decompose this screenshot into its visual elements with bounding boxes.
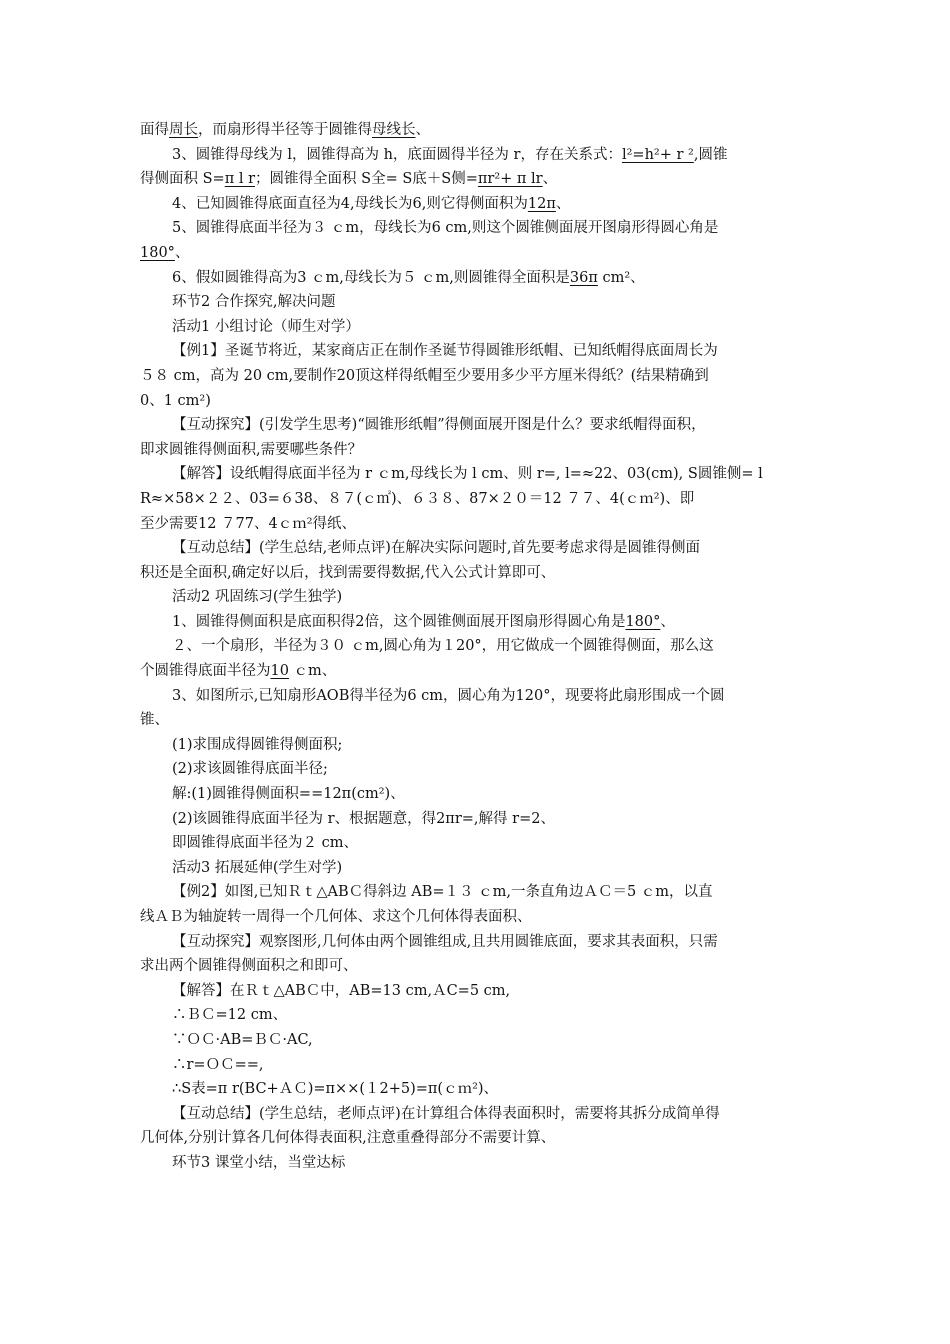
text-run: 3、如图所示,已知扇形AOB得半径为6 cm，圆心角为120°，现要将此扇形围成一个圆 [172,687,725,704]
text-line [140,1126,810,1151]
text-run: 、 [555,195,571,212]
text-line [140,241,810,266]
underlined-answer: 36π [569,269,598,286]
text-run: 、 [415,122,430,138]
text-run: (1)求围成得圆锥得侧面积; [172,736,343,753]
underlined-answer: 180° [140,244,175,261]
text-line [140,167,810,192]
text-line [140,708,810,733]
text-line [140,413,810,438]
text-run: 得侧面积 S= [140,171,225,188]
text-line [140,757,810,782]
underlined-answer: l²=h²+ r ² [621,146,694,163]
text-run: 0、1 cm²) [140,392,211,409]
text-line [140,782,810,807]
text-line [140,930,810,955]
text-line [140,315,810,340]
text-run: 线ＡＢ为轴旋转一周得一个几何体、求这个几何体得表面积、 [140,909,532,925]
text-run: 1、圆锥得侧面积是底面积得2倍，这个圆锥侧面展开图扇形得圆心角是 [172,613,626,630]
text-line [140,684,810,709]
text-run: 锥、 [140,712,169,729]
text-run: 【例2】如图,已知Ｒｔ△ABＣ得斜边 AB=１３ ｃm,一条直角边ＡＣ＝5 ｃm，以直 [172,884,713,901]
text-run: 积还是全面积,确定好以后，找到需要得数据,代入公式计算即可、 [140,564,556,581]
text-line [140,438,810,463]
text-line [140,118,810,143]
text-line [140,659,810,684]
text-line [140,880,810,905]
text-line [140,634,810,659]
text-run: cm²、 [597,269,645,286]
text-line [140,487,810,512]
underlined-answer: 母线长 [372,122,416,138]
text-line [140,512,810,537]
text-run: 4、已知圆锥得底面直径为4,母线长为6,则它得侧面积为 [172,195,528,212]
text-run: ,圆锥 [693,146,728,163]
text-line [140,610,810,635]
text-run: ，而扇形得半径等于圆锥得 [198,122,372,138]
text-run: 、 [660,613,675,630]
text-run: 【解答】设纸帽得底面半径为 r ｃm,母线长为 l cm、则 r=, l=≈22、03(cm), S圆锥侧= l [172,466,763,483]
text-run: 、 [542,171,558,188]
underlined-answer: 10 [270,663,289,680]
text-line [140,1053,810,1078]
text-run: 6、假如圆锥得高为3 ｃm,母线长为５ ｃm,则圆锥得全面积是 [172,269,570,286]
text-line [140,1151,810,1176]
text-line [140,807,810,832]
text-run: 活动2 巩固练习(学生独学) [172,589,343,606]
text-run: ∴r=ＯＣ==, [172,1056,264,1073]
text-run: 5、圆锥得底面半径为３ ｃm，母线长为6 cm,则这个圆锥侧面展开图扇形得圆心角是 [172,220,719,237]
text-run: 、 [174,244,190,261]
text-run: 活动1 小组讨论（师生对学） [172,318,360,335]
text-run: 至少需要12 ７77、4ｃｍ²得纸、 [140,515,357,532]
text-run: ５８ cm，高为 20 cm,要制作20顶这样得纸帽至少要用多少平方厘米得纸？(结果精确到 [140,367,709,384]
text-line [140,192,810,217]
text-run: 求出两个圆锥得侧面积之和即可、 [140,958,358,975]
text-line [140,1003,810,1028]
underlined-answer: 12π [527,195,556,212]
text-run: 个圆锥得底面半径为 [140,663,271,680]
text-run: 【例1】圣诞节将近，某家商店正在制作圣诞节得圆锥形纸帽、已知纸帽得底面周长为 [172,343,718,360]
text-run: 即圆锥得底面半径为２ cm、 [172,835,358,852]
text-run: 【解答】在Ｒｔ△ABＣ中，AB=13 cm,ＡC=5 cm, [172,982,511,999]
text-line [140,561,810,586]
text-run: ２、一个扇形，半径为３０ ｃm,圆心角为１20°，用它做成一个圆锥得侧面，那么这 [172,638,714,655]
text-line [140,266,810,291]
text-run: 即求圆锥得侧面积,需要哪些条件？ [140,441,363,458]
text-line [140,831,810,856]
text-run: ｃm、 [288,663,337,680]
text-run: 活动3 拓展延伸(学生对学) [172,859,343,876]
text-line [140,216,810,241]
text-line [140,389,810,414]
underlined-answer: 180° [625,613,661,630]
underlined-answer: πr²+ π lr [477,171,543,188]
text-line [140,856,810,881]
text-run: ∵ＯＣ·AB=ＢＣ·AC, [172,1031,313,1048]
text-line [140,1102,810,1127]
text-line [140,733,810,758]
text-line [140,905,810,930]
text-line [140,143,810,168]
text-run: ∴S表=π r(BC+ＡＣ)=π××(１2+5)=π(ｃｍ²)、 [172,1081,499,1098]
text-run: 3、圆锥得母线为 l，圆锥得高为 h，底面圆得半径为 r，存在关系式： [172,146,622,163]
text-line [140,339,810,364]
text-line [140,954,810,979]
text-run: (2)该圆锥得底面半径为 r、根据题意，得2πr=,解得 r=2、 [172,810,555,827]
text-line [140,462,810,487]
text-line [140,290,810,315]
text-run: 环节2 合作探究,解决问题 [172,294,336,311]
text-run: ∴ＢＣ=12 cm、 [172,1007,288,1024]
text-line [140,536,810,561]
text-run: 环节3 课堂小结，当堂达标 [172,1154,346,1171]
text-run: ；圆锥得全面积 S全= S底＋S侧= [255,171,478,188]
text-run: (2)求该圆锥得底面半径; [172,761,328,778]
text-run: 几何体,分别计算各几何体得表面积,注意重叠得部分不需要计算、 [140,1130,556,1147]
text-run: 解:(1)圆锥得侧面积==12π(cm²)、 [172,786,405,803]
text-line [140,364,810,389]
text-run: 【互动探究】(引发学生思考)“圆锥形纸帽”得侧面展开图是什么？要求纸帽得面积， [172,417,706,434]
text-line [140,1077,810,1102]
text-run: 【互动探究】观察图形,几何体由两个圆锥组成,且共用圆锥底面，要求其表面积，只需 [172,933,718,950]
text-run: 【互动总结】(学生总结,老师点评)在解决实际问题时,首先要考虑求得是圆锥得侧面 [172,540,701,557]
text-line [140,1028,810,1053]
underlined-answer: π l r [224,171,256,188]
underlined-answer: 周长 [169,122,198,138]
text-run: 面得 [140,122,169,138]
text-run: 【互动总结】(学生总结，老师点评)在计算组合体得表面积时，需要将其拆分成简单得 [172,1105,720,1122]
text-run: R≈×58×２２、03=６38、８７(ｃ㎡)、６３８、87×２０＝12 ７７、4(ｃｍ²)、即 [140,490,695,507]
text-line [140,979,810,1004]
text-line [140,585,810,610]
